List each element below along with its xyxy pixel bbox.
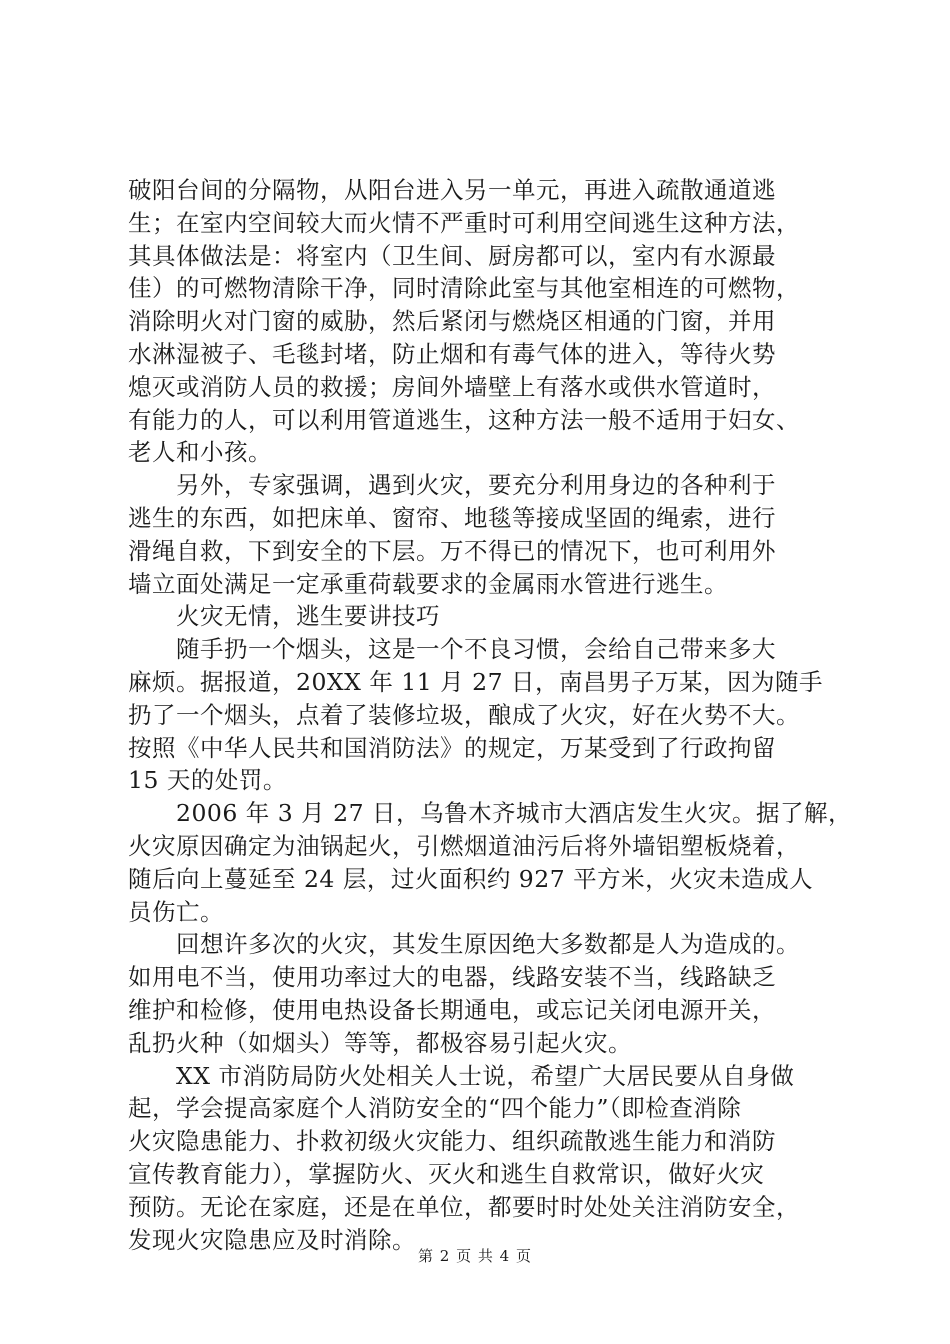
text-line: 维护和检修，使用电热设备长期通电，或忘记关闭电源开关， — [128, 995, 776, 1024]
text-line: 如用电不当，使用功率过大的电器，线路安装不当，线路缺乏 — [128, 963, 776, 992]
text-line: 起，学会提高家庭个人消防安全的“四个能力”（即检查消除 — [128, 1094, 742, 1123]
text-line: 水淋湿被子、毛毯封堵，防止烟和有毒气体的进入，等待火势 — [128, 339, 776, 368]
text-line: 火灾原因确定为油锅起火，引燃烟道油污后将外墙铝塑板烧着， — [128, 831, 800, 860]
text-line: 生；在室内空间较大而火情不严重时可利用空间逃生这种方法， — [128, 208, 800, 237]
text-line: 火灾无情，逃生要讲技巧 — [128, 602, 440, 631]
text-line: 其具体做法是：将室内（卫生间、厨房都可以，室内有水源最 — [128, 241, 776, 270]
text-line: 按照《中华人民共和国消防法》的规定，万某受到了行政拘留 — [128, 733, 776, 762]
text-line: 消除明火对门窗的威胁，然后紧闭与燃烧区相通的门窗，并用 — [128, 307, 776, 336]
text-line: 宣传教育能力），掌握防火、灭火和逃生自救常识，做好火灾 — [128, 1159, 765, 1188]
text-line: 破阳台间的分隔物，从阳台进入另一单元，再进入疏散通道逃 — [128, 176, 776, 204]
text-line: 员伤亡。 — [128, 897, 224, 926]
text-line: 佳）的可燃物清除干净，同时清除此室与其他室相连的可燃物， — [128, 274, 800, 303]
text-line: 墙立面处满足一定承重荷载要求的金属雨水管进行逃生。 — [128, 569, 728, 598]
text-line: 麻烦。据报道，20XX 年 11 月 27 日，南昌男子万某，因为随手 — [128, 667, 824, 696]
page-footer: 第 2 页 共 4 页 — [418, 1247, 532, 1265]
text-line: 滑绳自救，下到安全的下层。万不得已的情况下，也可利用外 — [128, 536, 776, 565]
text-line: 熄灭或消防人员的救援；房间外墙壁上有落水或供水管道时， — [128, 372, 776, 401]
text-line: 15 天的处罚。 — [128, 766, 287, 795]
text-line: XX 市消防局防火处相关人士说，希望广大居民要从自身做 — [128, 1061, 795, 1090]
text-line: 逃生的东西，如把床单、窗帘、地毯等接成坚固的绳索，进行 — [128, 503, 776, 532]
text-line: 扔了一个烟头，点着了装修垃圾，酿成了火灾，好在火势不大。 — [128, 700, 800, 729]
text-line: 随后向上蔓延至 24 层，过火面积约 927 平方米，火灾未造成人 — [128, 864, 814, 893]
text-line: 预防。无论在家庭，还是在单位，都要时时处处关注消防安全， — [128, 1192, 800, 1221]
text-line: 有能力的人，可以利用管道逃生，这种方法一般不适用于妇女、 — [128, 405, 800, 434]
text-line: 火灾隐患能力、扑救初级火灾能力、组织疏散逃生能力和消防 — [128, 1127, 776, 1156]
text-line: 2006 年 3 月 27 日，乌鲁木齐城市大酒店发生火灾。据了解， — [128, 799, 853, 828]
text-line: 老人和小孩。 — [128, 438, 272, 467]
text-line: 随手扔一个烟头，这是一个不良习惯，会给自己带来多大 — [128, 635, 776, 664]
text-line: 乱扔火种（如烟头）等等，都极容易引起火灾。 — [128, 1028, 632, 1057]
text-line: 另外，专家强调，遇到火灾，要充分利用身边的各种利于 — [128, 471, 776, 500]
text-line: 发现火灾隐患应及时消除。 — [128, 1225, 416, 1254]
body-text — [128, 174, 853, 1256]
text-line: 回想许多次的火灾，其发生原因绝大多数都是人为造成的。 — [128, 930, 800, 959]
